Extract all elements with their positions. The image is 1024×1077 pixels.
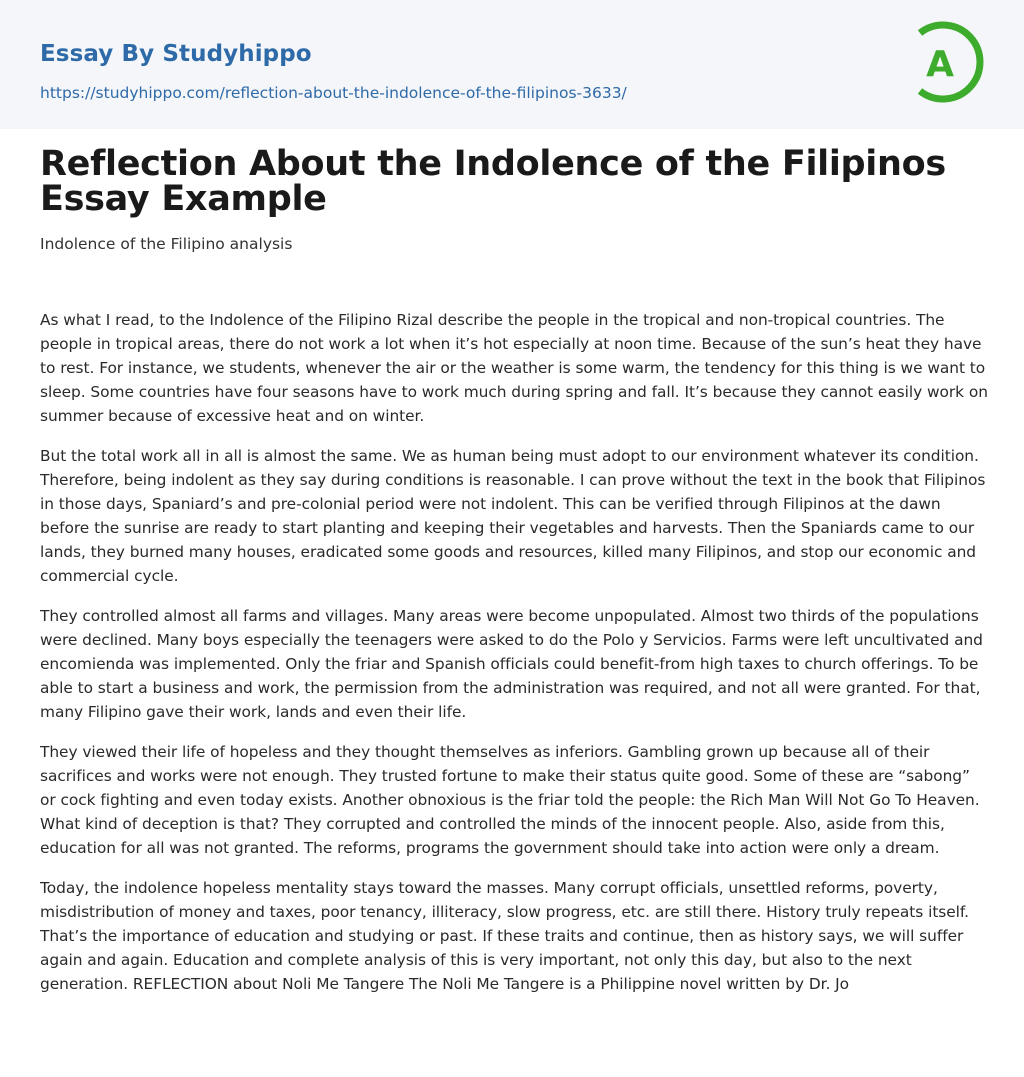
essay-header (40, 144, 990, 253)
site-header (0, 0, 1024, 129)
essay-body (40, 308, 990, 1012)
essay-url-link[interactable]: https://studyhippo.com/reflection-about-the-indolence-of-the-filipinos-3633/ (40, 84, 627, 102)
page-title: Reflection About the Indolence of the Filipinos Essay Example (40, 144, 946, 219)
essay-paragraph: As what I read, to the Indolence of the Filipino Rizal describe the people in the tropical and non-tropical countries. The people in tropical areas, there do not work a lot when it’s hot especially at noon time. Because of the sun’s heat they have to rest. For instance, we students, whenever the air or the weather is some warm, the tendency for this thing is we want to sleep. Some countries have four seasons have to work much during spring and fall. It’s because they cannot easily work on summer because of excessive heat and on winter. (40, 311, 988, 425)
brand-name[interactable]: Essay By Studyhippo (40, 41, 312, 67)
logo-letter: A (926, 44, 954, 85)
studyhippo-logo-icon[interactable] (912, 19, 986, 105)
essay-paragraph: They viewed their life of hopeless and they thought themselves as inferiors. Gambling grown up because all of their sacrifices and works were not enough. They trusted fortune to make their status quite good. Some of these are “sabong” or cock fighting and even today exists. Another obnoxious is the friar told the people: the Rich Man Will Not Go To Heaven. What kind of deception is that? They corrupted and controlled the minds of the innocent people. Also, aside from this, education for all was not granted. The reforms, programs the government should take into action were only a dream. (40, 743, 980, 857)
essay-paragraph: But the total work all in all is almost the same. We as human being must adopt to our environment whatever its condition. Therefore, being indolent as they say during conditions is reasonable. I can prove without the text in the book that Filipinos in those days, Spaniard’s and pre-colonial period were not indolent. This can be verified through Filipinos at the dawn before the sunrise are ready to start planting and keeping their vegetables and harvests. Then the Spaniards came to our lands, they burned many houses, eradicated some goods and resources, killed many Filipinos, and stop our economic and commercial cycle. (40, 447, 986, 585)
essay-paragraph: They controlled almost all farms and villages. Many areas were become unpopulated. Almost two thirds of the populations were declined. Many boys especially the teenagers were asked to do the Polo y Servicios. Farms were left uncultivated and encomienda was implemented. Only the friar and Spanish officials could benefit-from high taxes to church offerings. To be able to start a business and work, the permission from the administration was required, and not all were granted. For that, many Filipino gave their work, lands and even their life. (40, 607, 983, 721)
essay-paragraph: Today, the indolence hopeless mentality stays toward the masses. Many corrupt officials, unsettled reforms, poverty, misdistribution of money and taxes, poor tenancy, illiteracy, slow progress, etc. are still there. History truly repeats itself. That’s the importance of education and studying or past. If these traits and continue, then as history says, we will suffer again and again. Education and complete analysis of this is very important, not only this day, but also to the next generation. REFLECTION about Noli Me Tangere The Noli Me Tangere is a Philippine novel written by Dr. Jo (40, 879, 970, 993)
page-subtitle: Indolence of the Filipino analysis (40, 235, 293, 253)
